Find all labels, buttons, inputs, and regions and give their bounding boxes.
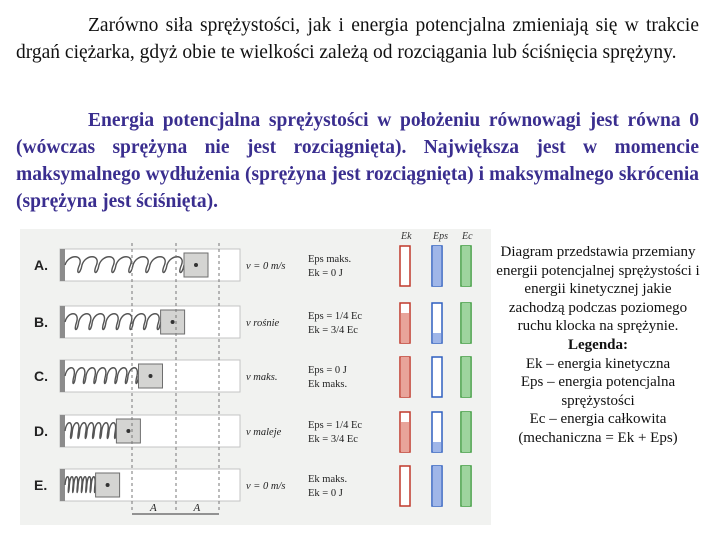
intro-paragraph: Zarówno siła sprężystości, jak i energia potencjalna zmieniają się w trakcie drgań ciężarka, gdyż obie te wielkości zależą od rozciągania lub ściśnięcia sprężyny.: [16, 15, 699, 63]
legend-item-eps: Eps – energia potencjalna sprężystości: [520, 374, 676, 409]
bar-header-eps: Eps: [433, 231, 448, 242]
bar-eps-outline: [432, 357, 442, 397]
velocity-label: v maks.: [246, 372, 278, 383]
bar-ek-outline: [400, 246, 410, 286]
energy-label-2: Ek = 0 J: [308, 488, 343, 499]
bar-eps-fill: [433, 442, 442, 452]
wall: [60, 249, 65, 281]
bar-ek-fill: [401, 313, 410, 343]
bar-ec-fill: [462, 357, 471, 397]
spring-oscillation-figure: [20, 229, 491, 525]
row-letter: A.: [34, 257, 48, 273]
wall: [60, 360, 65, 392]
energy-label-1: Eps = 1/4 Ec: [308, 311, 363, 322]
bar-header-ek: Ek: [401, 231, 412, 242]
bar-eps-fill: [433, 466, 442, 506]
bar-ec-fill: [462, 303, 471, 343]
bar-ek-outline: [400, 466, 410, 506]
energy-label-1: Eps = 1/4 Ec: [308, 420, 363, 431]
velocity-label: v rośnie: [246, 318, 280, 329]
row-letter: D.: [34, 423, 48, 439]
figure-drawing: [20, 229, 491, 525]
legend-item-ek: Ek – energia kinetyczna: [525, 355, 671, 372]
row-letter: E.: [34, 477, 48, 493]
energy-label-2: Ek = 3/4 Ec: [308, 325, 358, 336]
legend-item-ec: Ec – energia całkowita (mechaniczna = Ek + Eps): [518, 411, 678, 446]
amplitude-label-left: A: [150, 502, 157, 514]
energy-label-1: Eps = 0 J: [308, 365, 347, 376]
energy-label-1: Eps maks.: [308, 254, 352, 265]
energy-label-1: Ek maks.: [308, 474, 348, 485]
row-letter: C.: [34, 368, 48, 384]
velocity-label: v maleje: [246, 427, 282, 438]
energy-label-2: Ek = 3/4 Ec: [308, 434, 358, 445]
wall: [60, 415, 65, 447]
spring-track: [60, 306, 240, 338]
block-dot: [171, 320, 175, 324]
wall: [60, 469, 65, 501]
block-dot: [149, 374, 153, 378]
energy-paragraph: Energia potencjalna sprężystości w położeniu równowagi jest równa 0 (wówczas sprężyna nie jest rozciągnięta). Największa jest w momencie maksymalnego wydłużenia (sprężyna jest rozciągnięta) i maksymalnego skrócenia (sprężyna jest ściśnięta).: [16, 110, 699, 212]
block-dot: [194, 263, 198, 267]
figure-caption: [496, 243, 700, 448]
bar-eps-fill: [433, 246, 442, 286]
velocity-label: v = 0 m/s: [246, 261, 286, 272]
bar-header-ec: Ec: [462, 231, 473, 242]
block-dot: [106, 483, 110, 487]
bar-ec-fill: [462, 246, 471, 286]
amplitude-label-right: A: [193, 502, 201, 514]
legend-title: Legenda:: [568, 336, 628, 353]
bar-ec-fill: [462, 412, 471, 452]
row-letter: B.: [34, 314, 48, 330]
caption-description: Diagram przedstawia przemiany energii potencjalnej sprężystości i energii kinetycznej jakie zachodzą podczas poziomego ruchu klocka na sprężynie.: [496, 244, 700, 335]
bar-ek-fill: [401, 422, 410, 452]
bar-ek-fill: [401, 357, 410, 397]
velocity-label: v = 0 m/s: [246, 481, 286, 492]
energy-label-2: Ek maks.: [308, 379, 348, 390]
bar-eps-fill: [433, 333, 442, 343]
block-dot: [126, 429, 130, 433]
bar-ec-fill: [462, 466, 471, 506]
energy-label-2: Ek = 0 J: [308, 268, 343, 279]
wall: [60, 306, 65, 338]
